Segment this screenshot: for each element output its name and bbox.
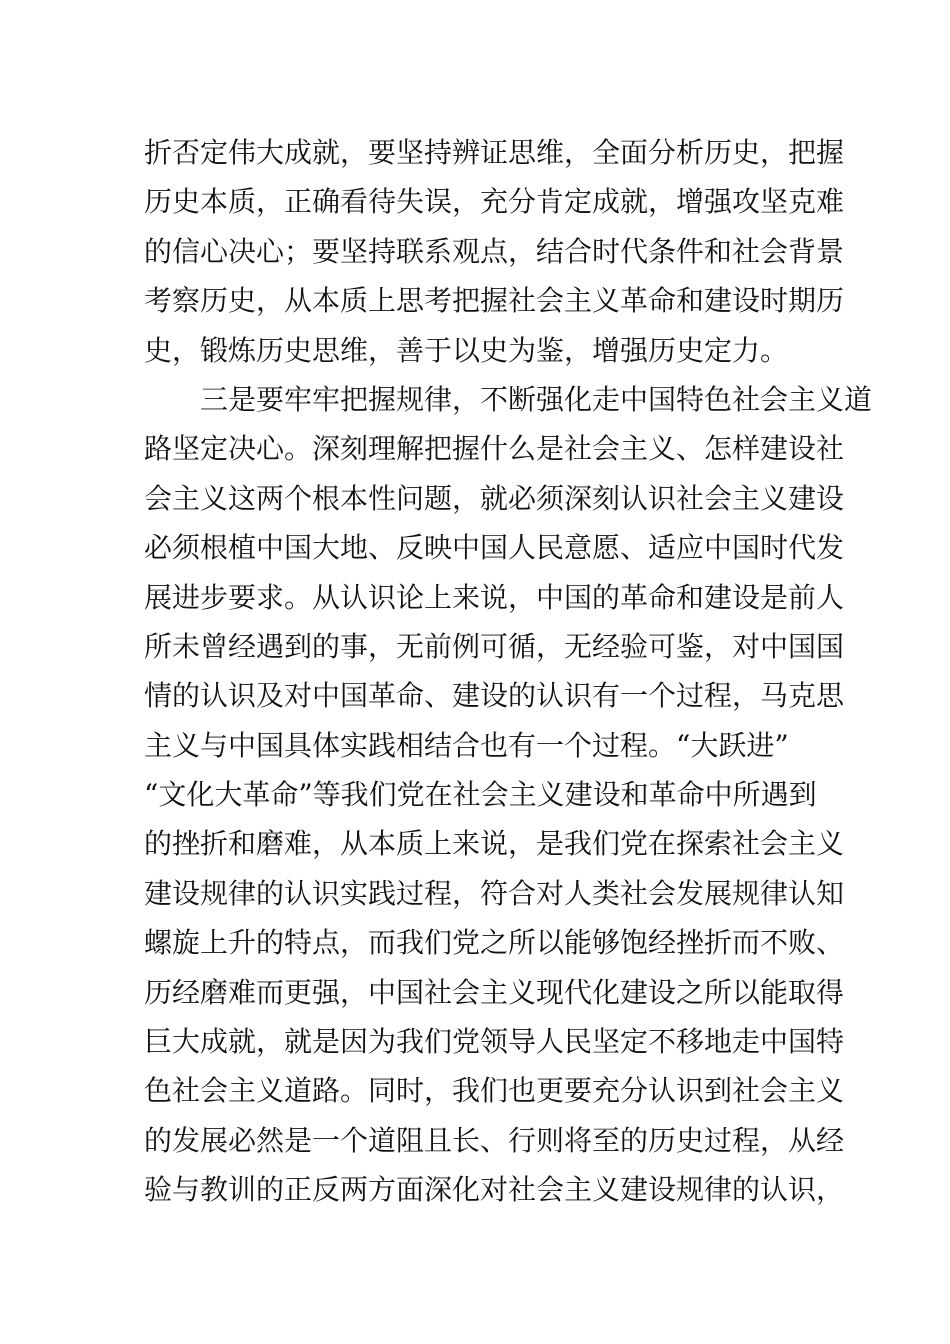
text-line: 必须根植中国大地、反映中国人民意愿、适应中国时代发 <box>144 531 845 565</box>
text-line: 展进步要求。从认识论上来说，中国的革命和建设是前人 <box>144 580 845 614</box>
text-line: 验与教训的正反两方面深化对社会主义建设规律的认识， <box>144 1173 845 1207</box>
text-line: 三是要牢牢把握规律，不断强化走中国特色社会主义道 <box>144 382 873 416</box>
text-line: 路坚定决心。深刻理解把握什么是社会主义、怎样建设社 <box>144 432 845 466</box>
text-line: 考察历史，从本质上思考把握社会主义革命和建设时期历 <box>144 284 845 318</box>
paragraph-2 <box>144 375 873 1215</box>
text-line: 史，锻炼历史思维，善于以史为鉴，增强历史定力。 <box>144 333 789 367</box>
text-line: 主义与中国具体实践相结合也有一个过程。“大跃进” <box>144 728 789 762</box>
text-line: 的挫折和磨难，从本质上来说，是我们党在探索社会主义 <box>144 827 845 861</box>
text-line: 色社会主义道路。同时，我们也更要充分认识到社会主义 <box>144 1074 845 1108</box>
text-line: 会主义这两个根本性问题，就必须深刻认识社会主义建设 <box>144 481 845 515</box>
text-line: “文化大革命”等我们党在社会主义建设和革命中所遇到 <box>144 778 817 812</box>
text-line: 建设规律的认识实践过程，符合对人类社会发展规律认知 <box>144 876 845 910</box>
text-line: 折否定伟大成就，要坚持辨证思维，全面分析历史，把握 <box>144 136 845 169</box>
document-body <box>144 128 873 1215</box>
text-line: 螺旋上升的特点，而我们党之所以能够饱经挫折而不败、 <box>144 926 845 960</box>
paragraph-1 <box>144 128 845 375</box>
text-line: 所未曾经遇到的事，无前例可循，无经验可鉴，对中国国 <box>144 629 845 663</box>
text-line: 历史本质，正确看待失误，充分肯定成就，增强攻坚克难 <box>144 185 845 219</box>
text-line: 历经磨难而更强，中国社会主义现代化建设之所以能取得 <box>144 975 845 1009</box>
text-line: 的信心决心；要坚持联系观点，结合时代条件和社会背景 <box>144 234 845 268</box>
text-line: 巨大成就，就是因为我们党领导人民坚定不移地走中国特 <box>144 1025 845 1059</box>
text-line: 的发展必然是一个道阻且长、行则将至的历史过程，从经 <box>144 1123 845 1157</box>
text-line: 情的认识及对中国革命、建设的认识有一个过程，马克思 <box>144 679 845 713</box>
